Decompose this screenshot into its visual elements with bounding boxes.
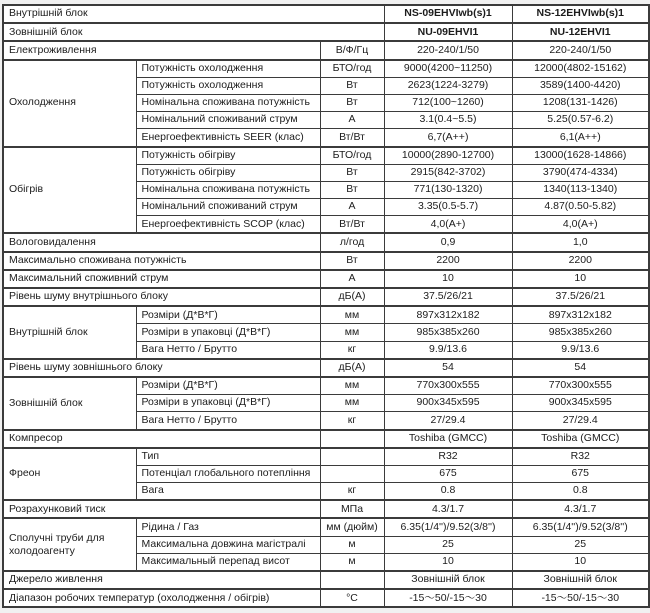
value-cell: 37.5/26/21 [512, 288, 649, 306]
spec-row [3, 571, 649, 589]
value-cell: 25 [384, 536, 512, 553]
group-cell: Зовнішній блок [3, 377, 136, 430]
param-label: Номінальна споживана потужність [136, 94, 320, 111]
unit-cell: мм [320, 395, 384, 412]
unit-cell: А [320, 112, 384, 129]
param-label: Вага Нетто / Брутто [136, 412, 320, 430]
unit-cell: А [320, 199, 384, 216]
value-cell: 770x300x555 [512, 377, 649, 395]
param-label: Максимально споживана потужність [3, 252, 320, 270]
param-label: Вага [136, 483, 320, 501]
unit-cell: кг [320, 341, 384, 359]
spec-row [3, 448, 649, 466]
value-cell: 3589(1400-4420) [512, 77, 649, 94]
group-cell: Внутрішній блок [3, 306, 136, 359]
unit-cell: Вт [320, 252, 384, 270]
value-cell: 220-240/1/50 [512, 41, 649, 59]
unit-cell: мм (дюйм) [320, 518, 384, 536]
spec-row [3, 252, 649, 270]
value-cell: NU-09EHVI1 [384, 23, 512, 41]
value-cell: 10000(2890-12700) [384, 147, 512, 165]
unit-cell: кг [320, 483, 384, 501]
value-cell: 2623(1224-3279) [384, 77, 512, 94]
value-cell: NU-12EHVI1 [512, 23, 649, 41]
unit-cell: А [320, 270, 384, 288]
spec-row [3, 518, 649, 536]
spec-row [3, 41, 649, 59]
param-label: Зовнішній блок [3, 23, 384, 41]
unit-cell: БТО/год [320, 60, 384, 78]
param-label: Внутрішній блок [3, 5, 384, 23]
unit-cell [320, 430, 384, 448]
spec-row [3, 233, 649, 251]
unit-cell: Вт [320, 94, 384, 111]
value-cell: 3.1(0.4~5.5) [384, 112, 512, 129]
value-cell: 2200 [384, 252, 512, 270]
value-cell: NS-12EHVIwb(s)1 [512, 5, 649, 23]
unit-cell: дБ(А) [320, 359, 384, 377]
unit-cell: дБ(А) [320, 288, 384, 306]
group-cell: Фреон [3, 448, 136, 501]
param-label: Розміри (Д*В*Г) [136, 377, 320, 395]
unit-cell: мм [320, 377, 384, 395]
value-cell: 27/29.4 [512, 412, 649, 430]
param-label: Максимальный перепад висот [136, 553, 320, 571]
param-label: Компресор [3, 430, 320, 448]
value-cell: 712(100~1260) [384, 94, 512, 111]
param-label: Електроживлення [3, 41, 320, 59]
unit-cell: МПа [320, 500, 384, 518]
param-label: Максимальна довжина магістралі [136, 536, 320, 553]
param-label: Розрахунковий тиск [3, 500, 320, 518]
spec-row [3, 430, 649, 448]
param-label: Потужність обігріву [136, 147, 320, 165]
param-label: Вага Нетто / Брутто [136, 341, 320, 359]
param-label: Номінальний споживаний струм [136, 112, 320, 129]
param-label: Потужність обігріву [136, 164, 320, 181]
param-label: Енергоефективність SEER (клас) [136, 129, 320, 147]
value-cell: 1,0 [512, 233, 649, 251]
value-cell: 1208(131-1426) [512, 94, 649, 111]
value-cell: -15～50/-15～30 [512, 589, 649, 607]
param-label: Потужність охолодження [136, 60, 320, 78]
spec-row [3, 5, 649, 23]
spec-row [3, 377, 649, 395]
param-label: Вологовидалення [3, 233, 320, 251]
value-cell: Toshiba (GMCC) [512, 430, 649, 448]
value-cell: 54 [512, 359, 649, 377]
unit-cell [320, 448, 384, 466]
value-cell: 4.3/1.7 [384, 500, 512, 518]
value-cell: 13000(1628-14866) [512, 147, 649, 165]
value-cell: 4.3/1.7 [512, 500, 649, 518]
value-cell: 0,9 [384, 233, 512, 251]
value-cell: 25 [512, 536, 649, 553]
value-cell: 3790(474-4334) [512, 164, 649, 181]
value-cell: 5.25(0.57-6.2) [512, 112, 649, 129]
value-cell: 4,0(A+) [384, 216, 512, 234]
spec-row [3, 306, 649, 324]
value-cell: 897x312x182 [384, 306, 512, 324]
param-label: Максимальний споживний струм [3, 270, 320, 288]
spec-table [2, 4, 650, 608]
value-cell: R32 [384, 448, 512, 466]
param-label: Тип [136, 448, 320, 466]
value-cell: Зовнішній блок [384, 571, 512, 589]
value-cell: 771(130-1320) [384, 181, 512, 198]
spec-row [3, 60, 649, 78]
unit-cell: °С [320, 589, 384, 607]
value-cell: 3.35(0.5-5.7) [384, 199, 512, 216]
spec-row [3, 359, 649, 377]
value-cell: 10 [512, 270, 649, 288]
value-cell: 37.5/26/21 [384, 288, 512, 306]
value-cell: 6,1(A++) [512, 129, 649, 147]
param-label: Джерело живлення [3, 571, 320, 589]
unit-cell: мм [320, 306, 384, 324]
spec-table-body [3, 5, 649, 607]
spec-row [3, 23, 649, 41]
value-cell: NS-09EHVIwb(s)1 [384, 5, 512, 23]
param-label: Потужність охолодження [136, 77, 320, 94]
value-cell: 6.35(1/4'')/9.52(3/8'') [512, 518, 649, 536]
spec-row [3, 500, 649, 518]
group-cell: Охолодження [3, 60, 136, 147]
value-cell: 900x345x595 [512, 395, 649, 412]
value-cell: 12000(4802-15162) [512, 60, 649, 78]
param-label: Номінальний споживаний струм [136, 199, 320, 216]
unit-cell [320, 465, 384, 482]
value-cell: 6.35(1/4'')/9.52(3/8'') [384, 518, 512, 536]
value-cell: 6,7(A++) [384, 129, 512, 147]
value-cell: 10 [384, 553, 512, 571]
param-label: Потенціал глобального потепління [136, 465, 320, 482]
param-label: Рідина / Газ [136, 518, 320, 536]
value-cell: 1340(113-1340) [512, 181, 649, 198]
param-label: Діапазон робочих температур (охолодження / обігрів) [3, 589, 320, 607]
unit-cell: м [320, 553, 384, 571]
value-cell: 9.9/13.6 [384, 341, 512, 359]
unit-cell: Вт [320, 181, 384, 198]
spec-row [3, 589, 649, 607]
value-cell: 9000(4200~11250) [384, 60, 512, 78]
spec-row [3, 288, 649, 306]
value-cell: 10 [384, 270, 512, 288]
unit-cell: Вт/Вт [320, 129, 384, 147]
group-cell: Обігрів [3, 147, 136, 234]
unit-cell: БТО/год [320, 147, 384, 165]
param-label: Розміри (Д*В*Г) [136, 306, 320, 324]
unit-cell: Вт [320, 77, 384, 94]
value-cell: 9.9/13.6 [512, 341, 649, 359]
value-cell: 675 [512, 465, 649, 482]
param-label: Розміри в упаковці (Д*В*Г) [136, 395, 320, 412]
value-cell: 4.87(0.50-5.82) [512, 199, 649, 216]
unit-cell: л/год [320, 233, 384, 251]
value-cell: 770x300x555 [384, 377, 512, 395]
value-cell: 0.8 [384, 483, 512, 501]
value-cell: 2915(842-3702) [384, 164, 512, 181]
value-cell: 897x312x182 [512, 306, 649, 324]
value-cell: 2200 [512, 252, 649, 270]
unit-cell: В/Ф/Гц [320, 41, 384, 59]
unit-cell: м [320, 536, 384, 553]
unit-cell: кг [320, 412, 384, 430]
value-cell: 54 [384, 359, 512, 377]
value-cell: Toshiba (GMCC) [384, 430, 512, 448]
unit-cell: Вт/Вт [320, 216, 384, 234]
unit-cell: мм [320, 324, 384, 341]
param-label: Номінальна споживана потужність [136, 181, 320, 198]
value-cell: 10 [512, 553, 649, 571]
value-cell: 0.8 [512, 483, 649, 501]
param-label: Рівень шуму внутрішнього блоку [3, 288, 320, 306]
value-cell: 4,0(A+) [512, 216, 649, 234]
value-cell: 985x385x260 [512, 324, 649, 341]
param-label: Рівень шуму зовнішнього блоку [3, 359, 320, 377]
group-cell: Сполучні труби для холодоагенту [3, 518, 136, 571]
value-cell: R32 [512, 448, 649, 466]
value-cell: 900x345x595 [384, 395, 512, 412]
value-cell: -15～50/-15～30 [384, 589, 512, 607]
spec-row [3, 147, 649, 165]
value-cell: 985x385x260 [384, 324, 512, 341]
unit-cell: Вт [320, 164, 384, 181]
value-cell: 675 [384, 465, 512, 482]
param-label: Розміри в упаковці (Д*В*Г) [136, 324, 320, 341]
spec-row [3, 270, 649, 288]
value-cell: 27/29.4 [384, 412, 512, 430]
unit-cell [320, 571, 384, 589]
value-cell: 220-240/1/50 [384, 41, 512, 59]
value-cell: Зовнішній блок [512, 571, 649, 589]
param-label: Енергоефективність SCOP (клас) [136, 216, 320, 234]
